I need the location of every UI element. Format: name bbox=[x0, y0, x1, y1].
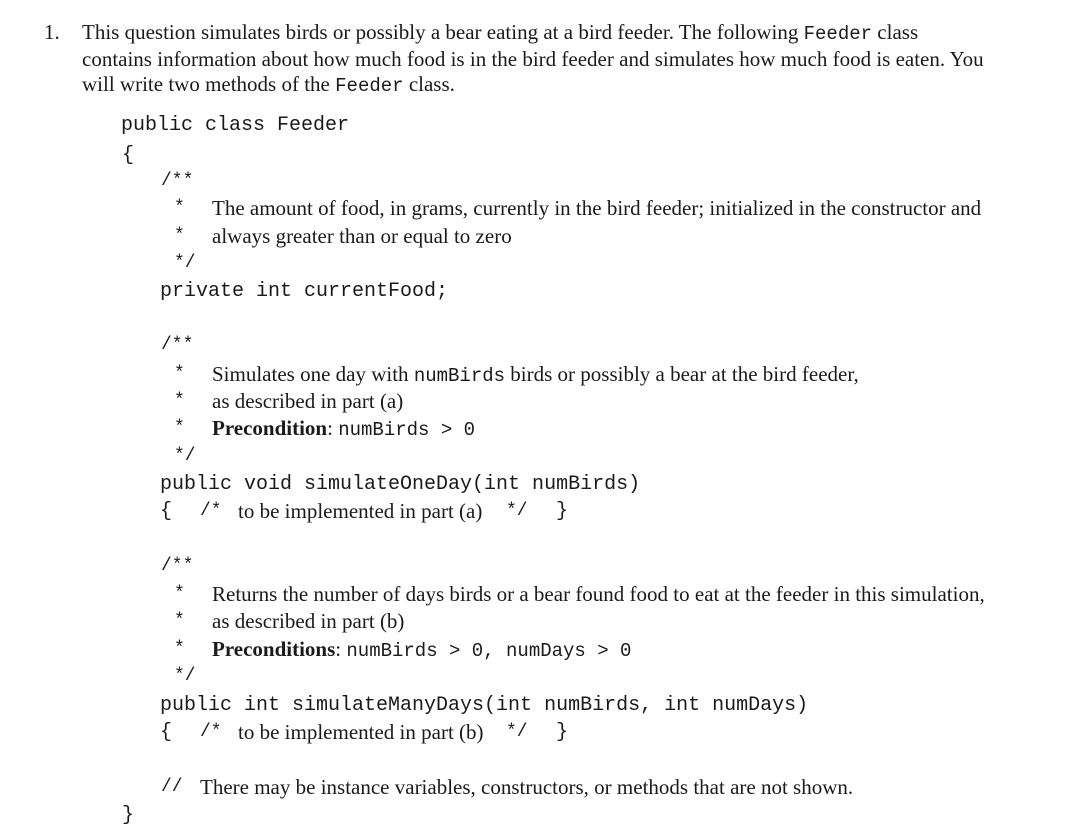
method2-body-comment: to be implemented in part (b) bbox=[238, 720, 484, 744]
precondition-code: numBirds > 0, numDays > 0 bbox=[346, 640, 632, 662]
method2-body-comment-close: */ bbox=[506, 722, 528, 742]
method1-body-open: { bbox=[160, 500, 173, 523]
doc-star: * bbox=[174, 418, 185, 438]
intro-text: class bbox=[872, 20, 919, 44]
intro-text: This question simulates birds or possibly a bear eating at a bird feeder. The following bbox=[82, 20, 804, 44]
precondition-label: Precondition bbox=[212, 416, 328, 440]
doc-comment-open: /** bbox=[161, 556, 194, 576]
method2-doc-line-2: as described in part (b) bbox=[212, 609, 405, 633]
method1-doc-line-2: as described in part (a) bbox=[212, 389, 404, 413]
question-number: 1. bbox=[44, 20, 60, 44]
intro-line-1 bbox=[82, 20, 1042, 47]
method2-body-comment-open: /* bbox=[200, 722, 222, 742]
intro-code-feeder: Feeder bbox=[335, 75, 404, 97]
doc-text: birds or possibly a bear at the bird feeder, bbox=[505, 362, 859, 386]
field-declaration: private int currentFood; bbox=[160, 280, 449, 303]
method1-signature: public void simulateOneDay(int numBirds) bbox=[160, 473, 641, 496]
class-open-brace: { bbox=[122, 144, 135, 167]
intro-text: class. bbox=[403, 72, 455, 96]
precondition-code: numBirds > 0 bbox=[338, 419, 476, 441]
intro-text: will write two methods of the bbox=[82, 72, 336, 96]
method1-body-comment-open: /* bbox=[200, 501, 222, 521]
doc-text: Simulates one day with bbox=[212, 362, 414, 386]
doc-comment-open: /** bbox=[161, 171, 194, 191]
method2-body-close: } bbox=[556, 721, 569, 744]
class-close-brace: } bbox=[122, 804, 135, 827]
method2-precondition bbox=[212, 637, 631, 662]
doc-star: * bbox=[174, 584, 185, 604]
method2-body-open: { bbox=[160, 721, 173, 744]
doc-star: * bbox=[174, 198, 185, 218]
trailing-comment: There may be instance variables, constructors, or methods that are not shown. bbox=[200, 775, 854, 799]
doc-star: * bbox=[174, 611, 185, 631]
field-doc-line-2: always greater than or equal to zero bbox=[212, 224, 512, 248]
doc-code-numbirds: numBirds bbox=[413, 365, 506, 387]
intro-code-feeder: Feeder bbox=[803, 23, 873, 45]
doc-star: * bbox=[174, 226, 185, 246]
doc-star: * bbox=[174, 639, 185, 659]
question-intro bbox=[82, 20, 1042, 99]
trailing-comment-slashes: // bbox=[161, 777, 183, 797]
precondition-label: Preconditions bbox=[212, 637, 336, 661]
intro-line-2: contains information about how much food is in the bird feeder and simulates how much food is eaten. You bbox=[82, 47, 984, 71]
doc-comment-close: */ bbox=[174, 446, 196, 466]
method2-signature: public int simulateManyDays(int numBirds, int numDays) bbox=[160, 694, 809, 717]
method1-body-comment: to be implemented in part (a) bbox=[238, 499, 483, 523]
class-declaration: public class Feeder bbox=[121, 114, 350, 137]
method1-precondition bbox=[212, 416, 475, 441]
field-doc-line-1: The amount of food, in grams, currently in the bird feeder; initialized in the constructor and bbox=[212, 196, 982, 220]
precondition-colon: : bbox=[327, 416, 333, 440]
doc-comment-open: /** bbox=[161, 335, 194, 355]
method1-body-comment-close: */ bbox=[506, 501, 528, 521]
doc-comment-close: */ bbox=[174, 666, 196, 686]
doc-star: * bbox=[174, 364, 185, 384]
doc-star: * bbox=[174, 391, 185, 411]
method1-doc-line-1 bbox=[212, 362, 859, 387]
doc-comment-close: */ bbox=[174, 253, 196, 273]
intro-line-3 bbox=[82, 72, 1042, 99]
method1-body-close: } bbox=[556, 500, 569, 523]
precondition-colon: : bbox=[335, 637, 342, 661]
method2-doc-line-1: Returns the number of days birds or a bear found food to eat at the feeder in this simulation, bbox=[212, 582, 985, 606]
